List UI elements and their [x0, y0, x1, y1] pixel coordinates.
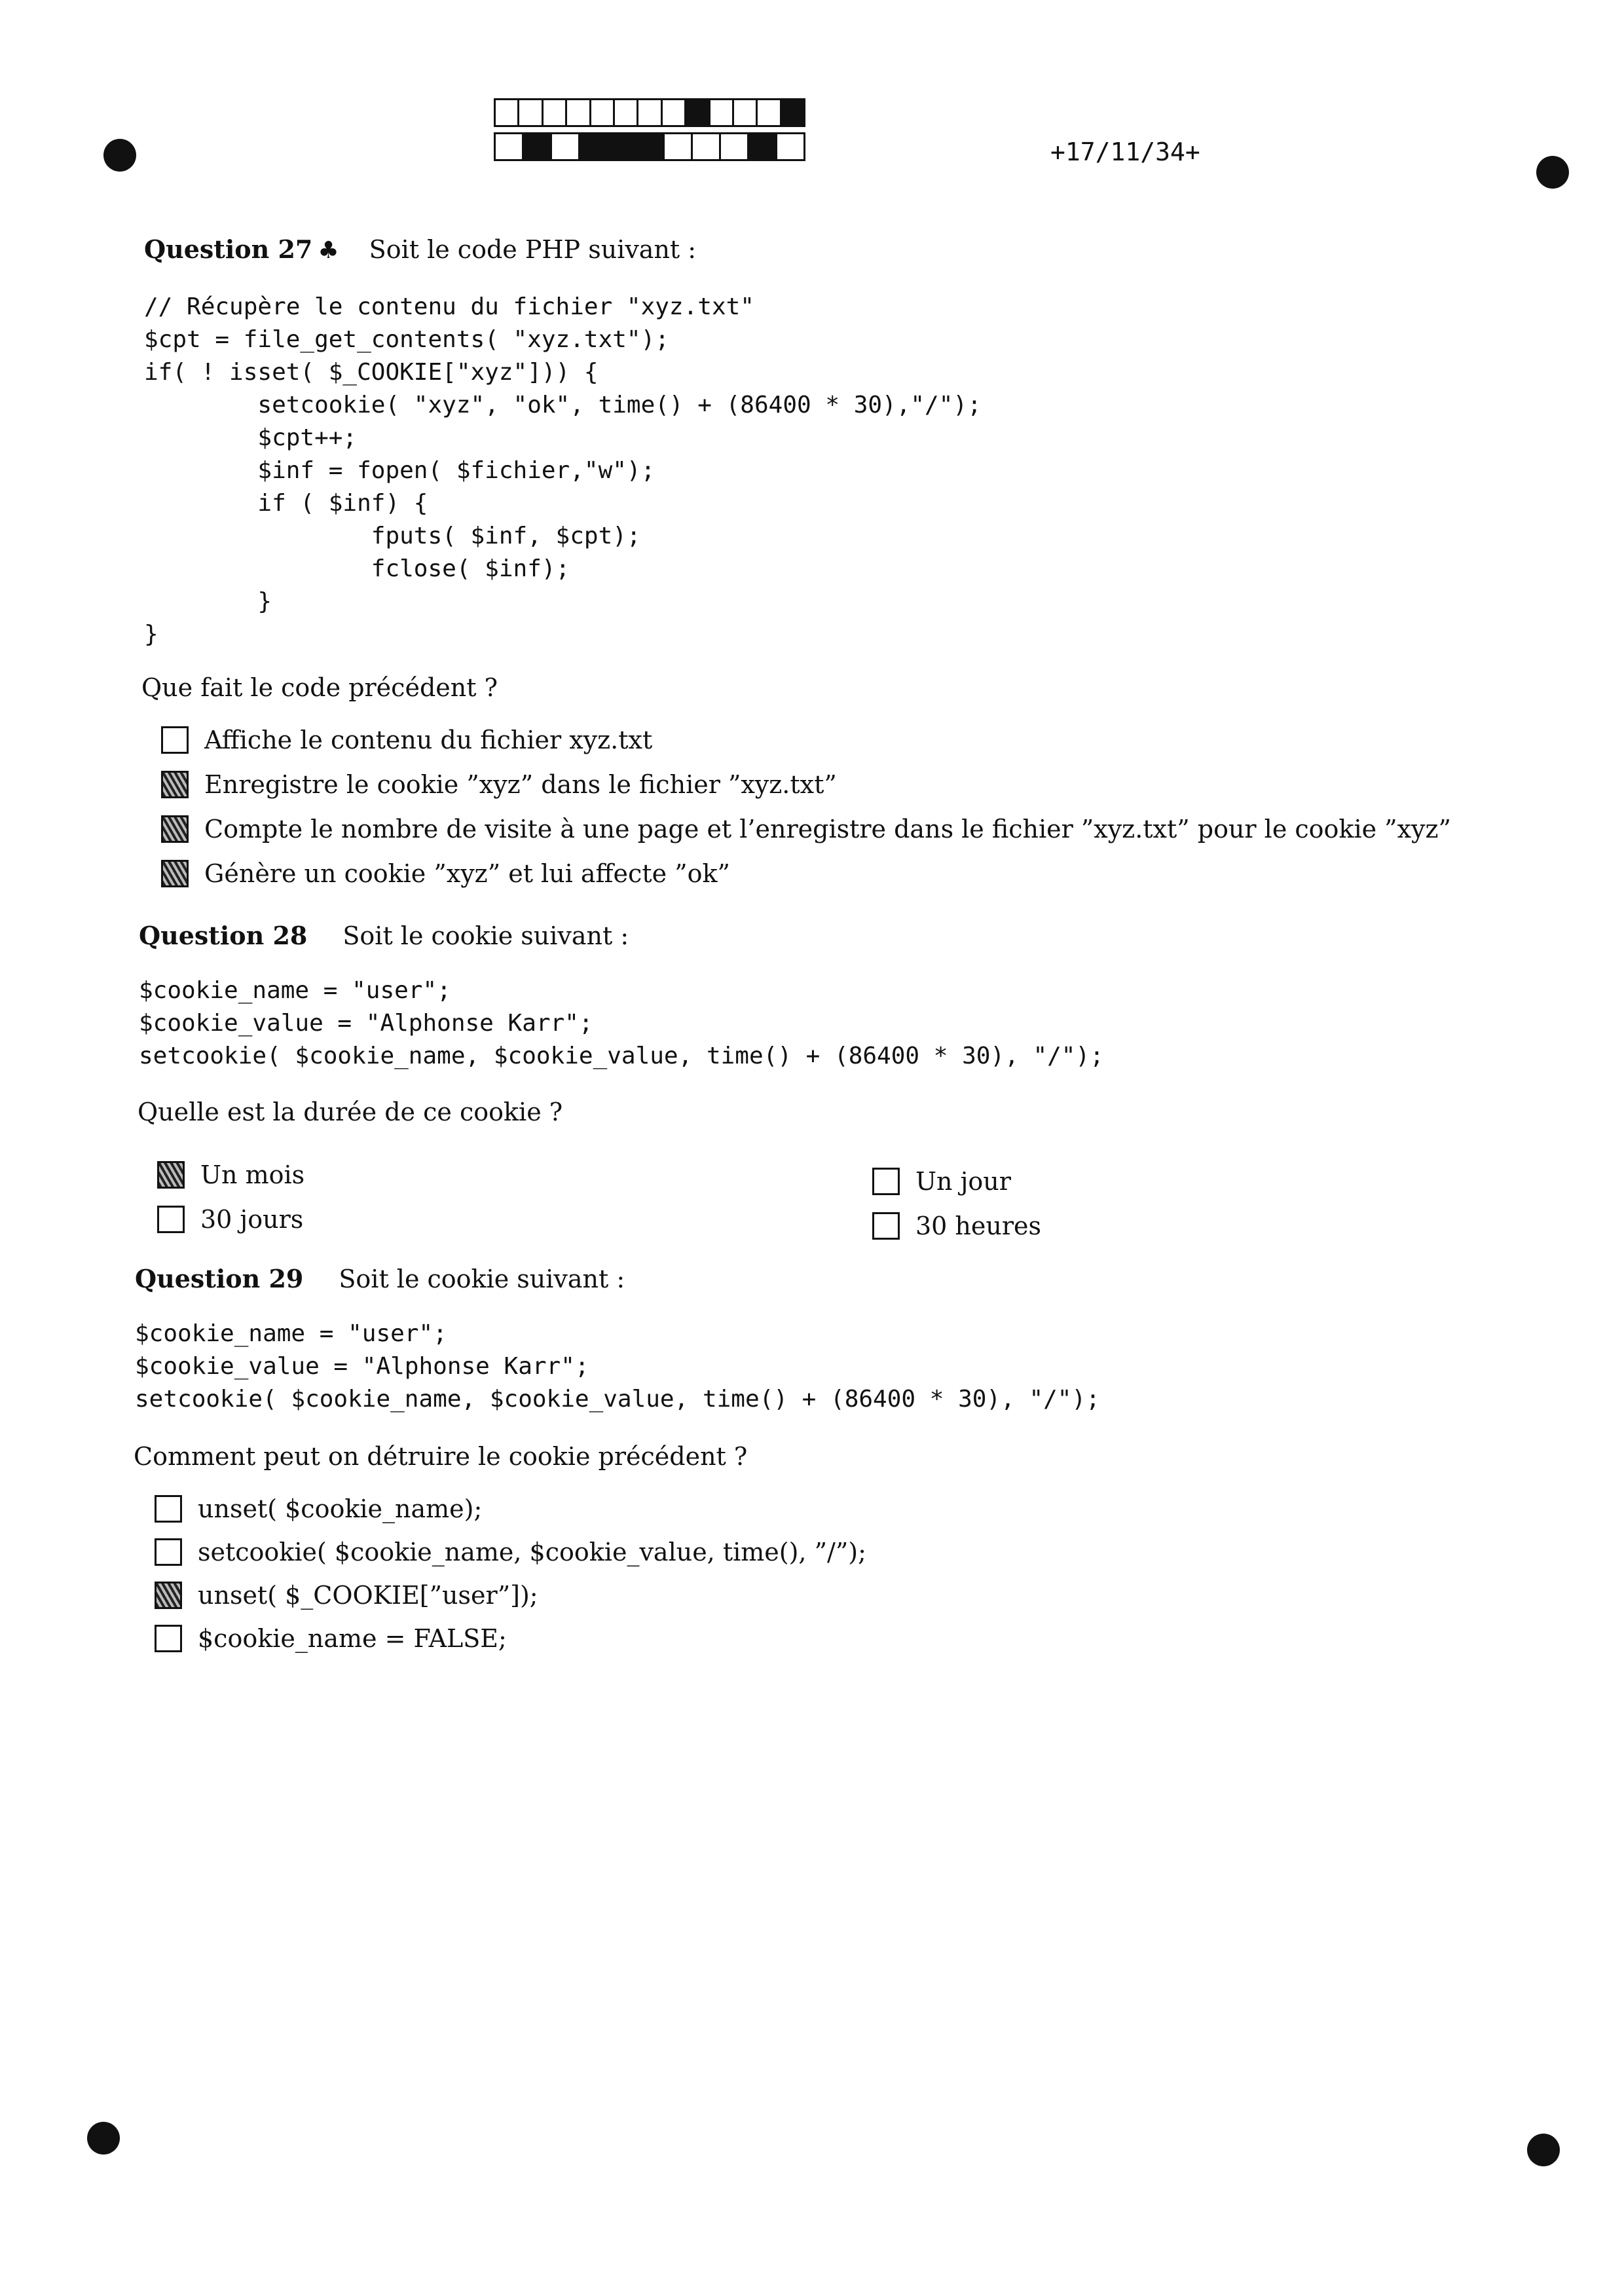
barcode-cell: [734, 100, 758, 125]
barcode-cell: [519, 100, 543, 125]
barcode-cell: [665, 134, 693, 159]
checkbox[interactable]: [155, 1582, 182, 1609]
question-29-heading: [135, 1264, 625, 1293]
option-label: Un mois: [200, 1160, 305, 1189]
checkbox[interactable]: [157, 1206, 185, 1233]
registration-mark-top-left: [103, 139, 136, 172]
barcode-cell: [567, 100, 591, 125]
barcode-top-row: [494, 98, 805, 127]
question-prompt: Quelle est la durée de ce cookie ?: [138, 1098, 563, 1126]
barcode-cell: [782, 100, 803, 125]
checkbox[interactable]: [157, 1161, 185, 1189]
registration-mark-bottom-right: [1527, 2134, 1560, 2166]
barcode-cell: [710, 100, 734, 125]
question-28-heading: [139, 921, 629, 950]
question-prompt: Que fait le code précédent ?: [141, 673, 498, 702]
barcode-cell: [524, 134, 552, 159]
code-block: $cookie_name = "user"; $cookie_value = "Alphonse Karr"; setcookie( $cookie_name, $cookie_value, time() + (86400 * 30), "/");: [135, 1320, 1100, 1413]
question-number: Question 29: [135, 1264, 304, 1293]
option-label: 30 jours: [200, 1205, 304, 1234]
page-id: +17/11/34+: [1050, 138, 1200, 166]
checkbox[interactable]: [155, 1625, 182, 1652]
option-label: 30 heures: [915, 1212, 1042, 1240]
barcode-cell: [758, 100, 781, 125]
checkbox[interactable]: [161, 815, 189, 843]
barcode-cell: [591, 100, 615, 125]
registration-mark-bottom-left: [87, 2122, 120, 2155]
barcode-cell: [544, 100, 567, 125]
checkbox[interactable]: [872, 1168, 900, 1195]
answer-option[interactable]: [155, 1538, 866, 1566]
barcode-cell: [552, 134, 580, 159]
barcode-cell: [615, 100, 638, 125]
option-label: Génère un cookie ”xyz” et lui affecte ”ok”: [204, 859, 730, 888]
answer-option[interactable]: [161, 726, 652, 754]
option-label: Compte le nombre de visite à une page et l’enregistre dans le fichier ”xyz.txt” pour le cookie ”xyz”: [204, 815, 1451, 843]
barcode-cell: [580, 134, 608, 159]
registration-mark-top-right: [1536, 156, 1569, 189]
barcode-cell: [721, 134, 749, 159]
answer-option[interactable]: [157, 1205, 303, 1234]
barcode-cell: [496, 100, 519, 125]
checkbox[interactable]: [161, 860, 189, 887]
option-label: $cookie_name = FALSE;: [198, 1624, 507, 1653]
option-label: Enregistre le cookie ”xyz” dans le fichier ”xyz.txt”: [204, 770, 837, 799]
option-label: setcookie( $cookie_name, $cookie_value, time(), ”/”);: [198, 1538, 866, 1566]
checkbox[interactable]: [155, 1538, 182, 1566]
checkbox[interactable]: [161, 771, 189, 798]
club-icon: ♣: [318, 237, 339, 264]
checkbox[interactable]: [155, 1495, 182, 1523]
checkbox[interactable]: [872, 1212, 900, 1240]
barcode-bottom-row: [494, 132, 805, 161]
checkbox[interactable]: [161, 726, 189, 754]
barcode-cell: [637, 134, 665, 159]
barcode-cell: [693, 134, 721, 159]
question-intro: Soit le cookie suivant :: [342, 921, 629, 950]
barcode-cell: [686, 100, 710, 125]
answer-option[interactable]: [161, 770, 837, 799]
barcode-cell: [663, 100, 686, 125]
option-label: Un jour: [915, 1167, 1011, 1196]
barcode-cell: [608, 134, 637, 159]
answer-option[interactable]: [161, 859, 730, 888]
answer-option[interactable]: [161, 815, 1451, 843]
question-prompt: Comment peut on détruire le cookie précédent ?: [134, 1442, 748, 1471]
barcode-cell: [777, 134, 803, 159]
answer-option[interactable]: [155, 1494, 482, 1523]
option-label: unset( $_COOKIE[”user”]);: [198, 1581, 538, 1610]
question-number: Question 27: [144, 234, 313, 264]
barcode-cell: [496, 134, 524, 159]
option-label: Affiche le contenu du fichier xyz.txt: [204, 726, 653, 754]
question-intro: Soit le code PHP suivant :: [369, 235, 697, 264]
question-27-heading: [144, 234, 696, 264]
barcode-cell: [638, 100, 662, 125]
option-label: unset( $cookie_name);: [198, 1494, 483, 1523]
question-intro: Soit le cookie suivant :: [339, 1265, 625, 1293]
question-number: Question 28: [139, 921, 308, 950]
answer-option[interactable]: [872, 1212, 1041, 1240]
barcode-cell: [749, 134, 777, 159]
answer-option[interactable]: [155, 1624, 507, 1653]
answer-option[interactable]: [157, 1160, 304, 1189]
answer-option[interactable]: [155, 1581, 538, 1610]
code-block: // Récupère le contenu du fichier "xyz.txt" $cpt = file_get_contents( "xyz.txt"); if( ! isset( $_COOKIE["xyz"])) { setcookie( "xyz", "ok", time() + (86400 * 30),"/"); $cpt++; $inf = fopen( $fichier,"w"); if ( $inf) { fputs( $inf, $cpt); fclose( $inf); } }: [144, 293, 982, 648]
answer-option[interactable]: [872, 1167, 1011, 1196]
code-block: $cookie_name = "user"; $cookie_value = "Alphonse Karr"; setcookie( $cookie_name, $cookie_value, time() + (86400 * 30), "/");: [139, 977, 1104, 1069]
